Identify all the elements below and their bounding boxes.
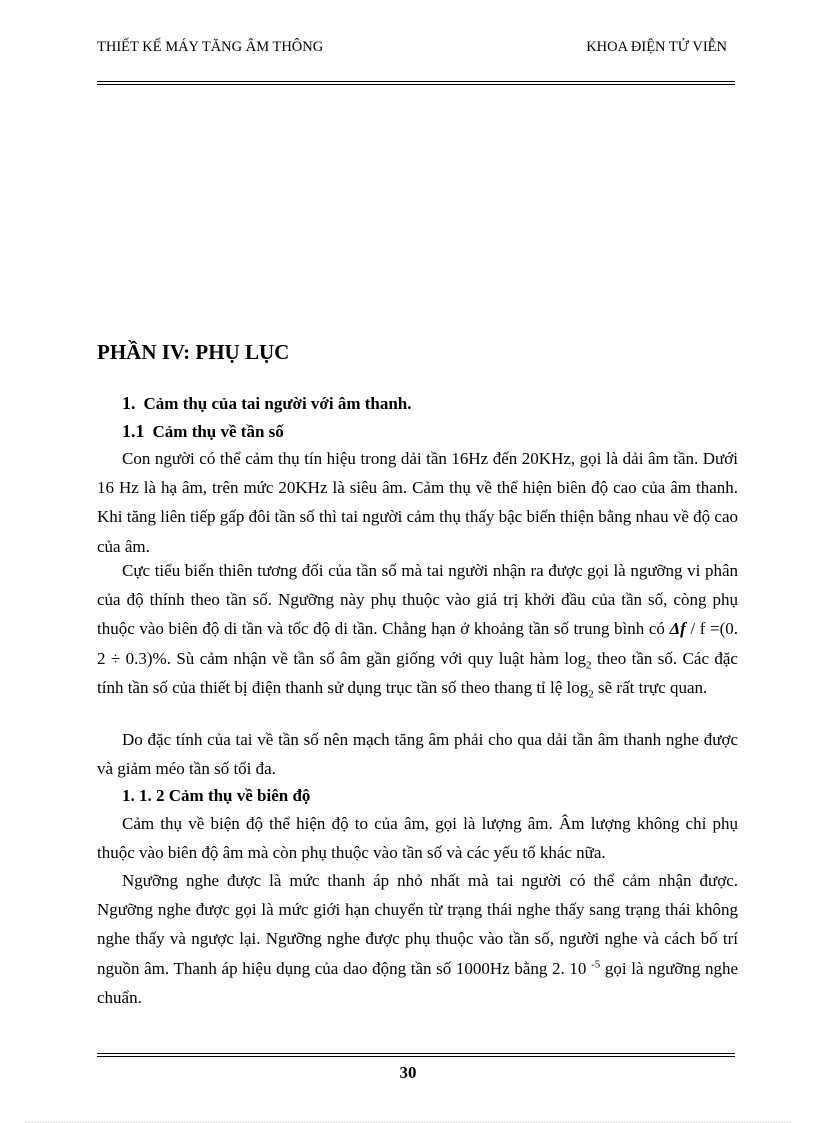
paragraph — [97, 556, 738, 702]
paragraph-text: Cảm thụ về biện độ thể hiện độ to của âm, gọi là lượng âm. Âm lượng không chỉ phụ thuộc vào biên độ âm mà còn phụ thuộc vào tần số và các yếu tố khác nữa. — [97, 814, 738, 863]
section-number: 1.1 — [122, 421, 145, 441]
header-left-text: THIẾT KẾ MÁY TĂNG ÂM THÔNG — [97, 39, 324, 55]
text-run: Ngưỡng nghe được là mức thanh áp nhỏ nhất mà tai người có thể cảm nhận được. Ngưỡng nghe được gọi là mức giới hạn chuyển từ trạng thái nghe thấy sang trạng thái không nghe thấy và ngược lại. Ngưỡng nghe được phụ thuộc vào tần số, người nghe và cách bố trí nguồn âm. Thanh áp hiệu dụng của dao động tần số 1000Hz bằng 2. 10 — [97, 871, 738, 978]
header-right-text: KHOA ĐIỆN TỬ VIỄN — [586, 39, 727, 55]
paragraph — [97, 444, 738, 561]
text-run: theo tần số. Các đặc tính tần số của thiết bị điện thanh sử dụng trục tần số theo thang tỉ lệ log — [97, 648, 738, 697]
paragraph-text: Con người có thể cảm thụ tín hiệu trong dải tần 16Hz đến 20KHz, gọi là dải âm tần. Dưới 16 Hz là hạ âm, trên mức 20KHz là siêu âm. Cảm thụ về thể hiện biên độ cao của âm thanh. Khi tăng liên tiếp gấp đôi tần số thì tai người cảm thụ thấy bậc biến thiện bằng nhau về độ cao của âm. — [97, 449, 738, 556]
paragraph-text: Do đặc tính của tai về tần số nên mạch tăng âm phải cho qua dải tần âm thanh nghe được và giảm méo tần số tối đa. — [97, 730, 738, 779]
footer-rule-bottom — [97, 1056, 735, 1057]
section-title: Cảm thụ của tai người với âm thanh. — [143, 394, 412, 413]
paragraph — [97, 725, 738, 783]
text-run: gọi là ngưỡng nghe chuẩn. — [97, 958, 738, 1007]
page-title: PHẦN IV: PHỤ LỤC — [97, 340, 290, 364]
section-heading-1 — [122, 393, 412, 414]
superscript: -5 — [591, 957, 601, 970]
text-run: sẽ rất trực quan. — [593, 677, 708, 697]
text-run: / f =(0. 2 ÷ 0.3)%. Sù cảm nhận về tần số âm gần giống với quy luật hàm log — [97, 619, 738, 668]
footer-rule-top — [97, 1053, 735, 1054]
subscript: 2 — [588, 688, 594, 701]
header-rule-top — [97, 81, 735, 82]
header-rule-bottom — [97, 84, 735, 85]
page-number: 30 — [399, 1063, 417, 1082]
paragraph — [97, 866, 738, 1012]
paragraph-text — [97, 866, 738, 1012]
section-title: Cảm thụ về tần số — [152, 422, 284, 441]
subscript: 2 — [586, 659, 592, 671]
section-number: 1. — [122, 393, 136, 413]
delta-f-symbol: Δf — [669, 619, 686, 639]
paragraph — [97, 809, 738, 867]
section-heading-1-1 — [122, 421, 284, 442]
section-heading-1-1-2: 1. 1. 2 Cảm thụ về biên độ — [122, 786, 311, 805]
paragraph-text — [97, 556, 738, 702]
text-run: Cực tiểu biến thiên tương đối của tần số mà tai người nhận ra được gọi là ngưỡng vi phân của độ thính theo tần số. Ngưỡng này phụ thuộc vào giá trị khởi đầu của tần số, còng phụ thuộc vào biên độ di tần và tốc độ di tần. Chẳng hạn ở khoảng tần số trung bình có — [97, 561, 738, 639]
